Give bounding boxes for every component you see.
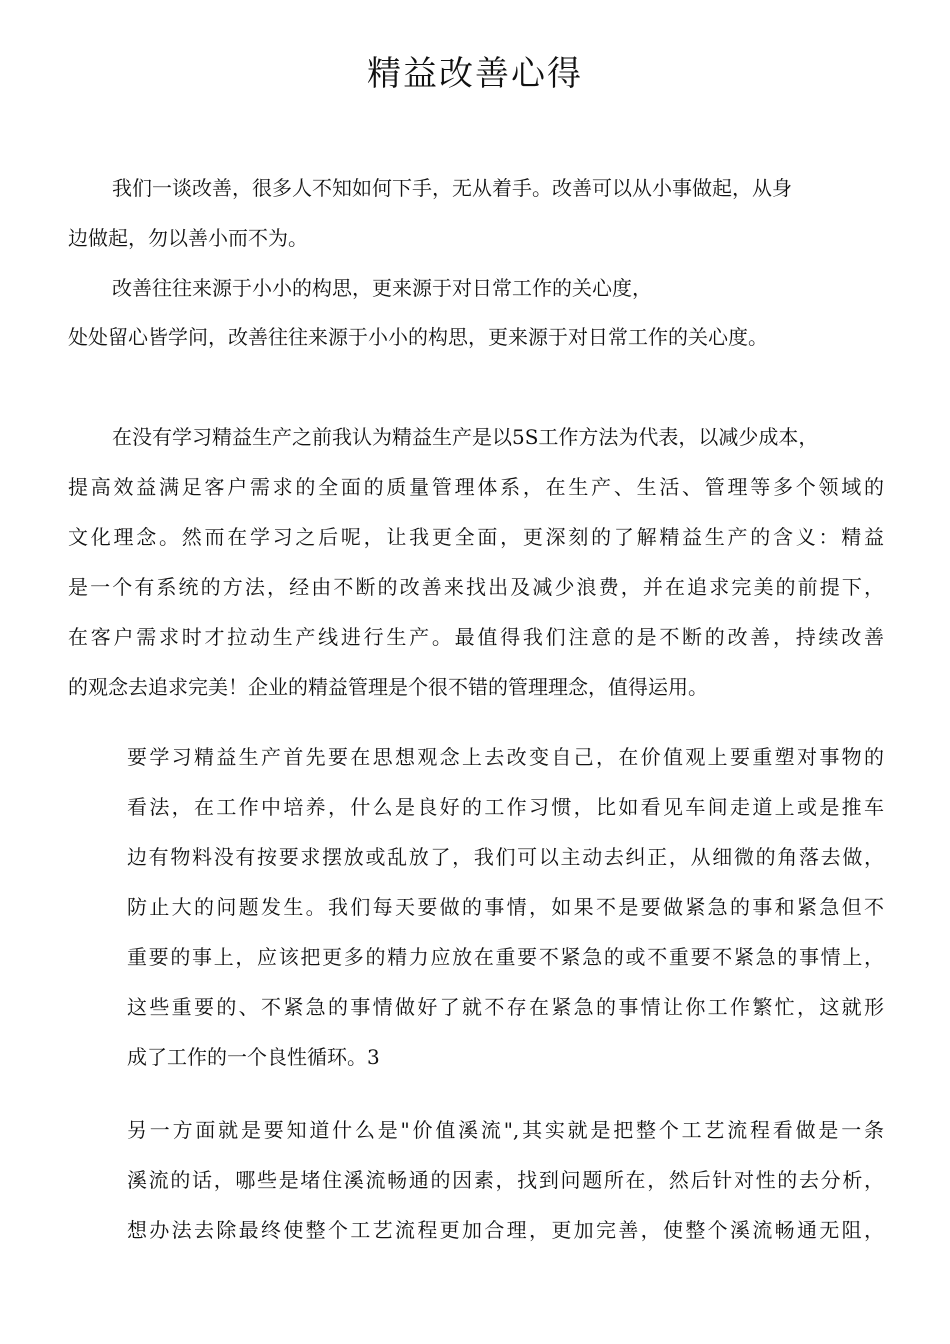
paragraph-3-line-3: 文化理念。然而在学习之后呢，让我更全面，更深刻的了解精益生产的含义：精益 bbox=[68, 525, 884, 549]
paragraph-4-line-4: 防止大的问题发生。我们每天要做的事情，如果不是要做紧急的事和紧急但不 bbox=[127, 895, 884, 919]
paragraph-2-line-2: 处处留心皆学问，改善往往来源于小小的构思，更来源于对日常工作的关心度。 bbox=[68, 325, 768, 349]
document-title: 精益改善心得 bbox=[367, 54, 583, 94]
paragraph-4-line-7: 成了工作的一个良性循环。3 bbox=[127, 1045, 380, 1069]
paragraph-4-line-5: 重要的事上，应该把更多的精力应放在重要不紧急的或不重要不紧急的事情上， bbox=[127, 945, 884, 969]
paragraph-3-line-4: 是一个有系统的方法，经由不断的改善来找出及减少浪费，并在追求完美的前提下， bbox=[68, 575, 884, 599]
paragraph-5-line-2: 溪流的话，哪些是堵住溪流畅通的因素，找到问题所在，然后针对性的去分析， bbox=[127, 1168, 884, 1192]
paragraph-4-line-6: 这些重要的、不紧急的事情做好了就不存在紧急的事情让你工作繁忙，这就形 bbox=[127, 995, 884, 1019]
paragraph-3-line-6: 的观念去追求完美！企业的精益管理是个很不错的管理理念，值得运用。 bbox=[68, 675, 708, 699]
paragraph-5-line-1: 另一方面就是要知道什么是"价值溪流",其实就是把整个工艺流程看做是一条 bbox=[127, 1118, 884, 1142]
paragraph-1-line-1: 我们一谈改善，很多人不知如何下手，无从着手。改善可以从小事做起，从身 bbox=[112, 176, 792, 200]
paragraph-2-line-1: 改善往往来源于小小的构思，更来源于对日常工作的关心度， bbox=[112, 276, 652, 300]
paragraph-4-line-1: 要学习精益生产首先要在思想观念上去改变自己，在价值观上要重塑对事物的 bbox=[127, 745, 884, 769]
paragraph-3-line-5: 在客户需求时才拉动生产线进行生产。最值得我们注意的是不断的改善，持续改善 bbox=[68, 625, 884, 649]
paragraph-4-line-3: 边有物料没有按要求摆放或乱放了，我们可以主动去纠正，从细微的角落去做， bbox=[127, 845, 884, 869]
paragraph-3-line-1: 在没有学习精益生产之前我认为精益生产是以5S工作方法为代表，以减少成本， bbox=[112, 425, 819, 449]
paragraph-5-line-3: 想办法去除最终使整个工艺流程更加合理，更加完善，使整个溪流畅通无阻， bbox=[127, 1218, 884, 1242]
paragraph-1-line-2: 边做起，勿以善小而不为。 bbox=[68, 226, 308, 250]
paragraph-3-line-2: 提高效益满足客户需求的全面的质量管理体系，在生产、生活、管理等多个领域的 bbox=[68, 475, 884, 499]
paragraph-4-line-2: 看法，在工作中培养，什么是良好的工作习惯，比如看见车间走道上或是推车 bbox=[127, 795, 884, 819]
